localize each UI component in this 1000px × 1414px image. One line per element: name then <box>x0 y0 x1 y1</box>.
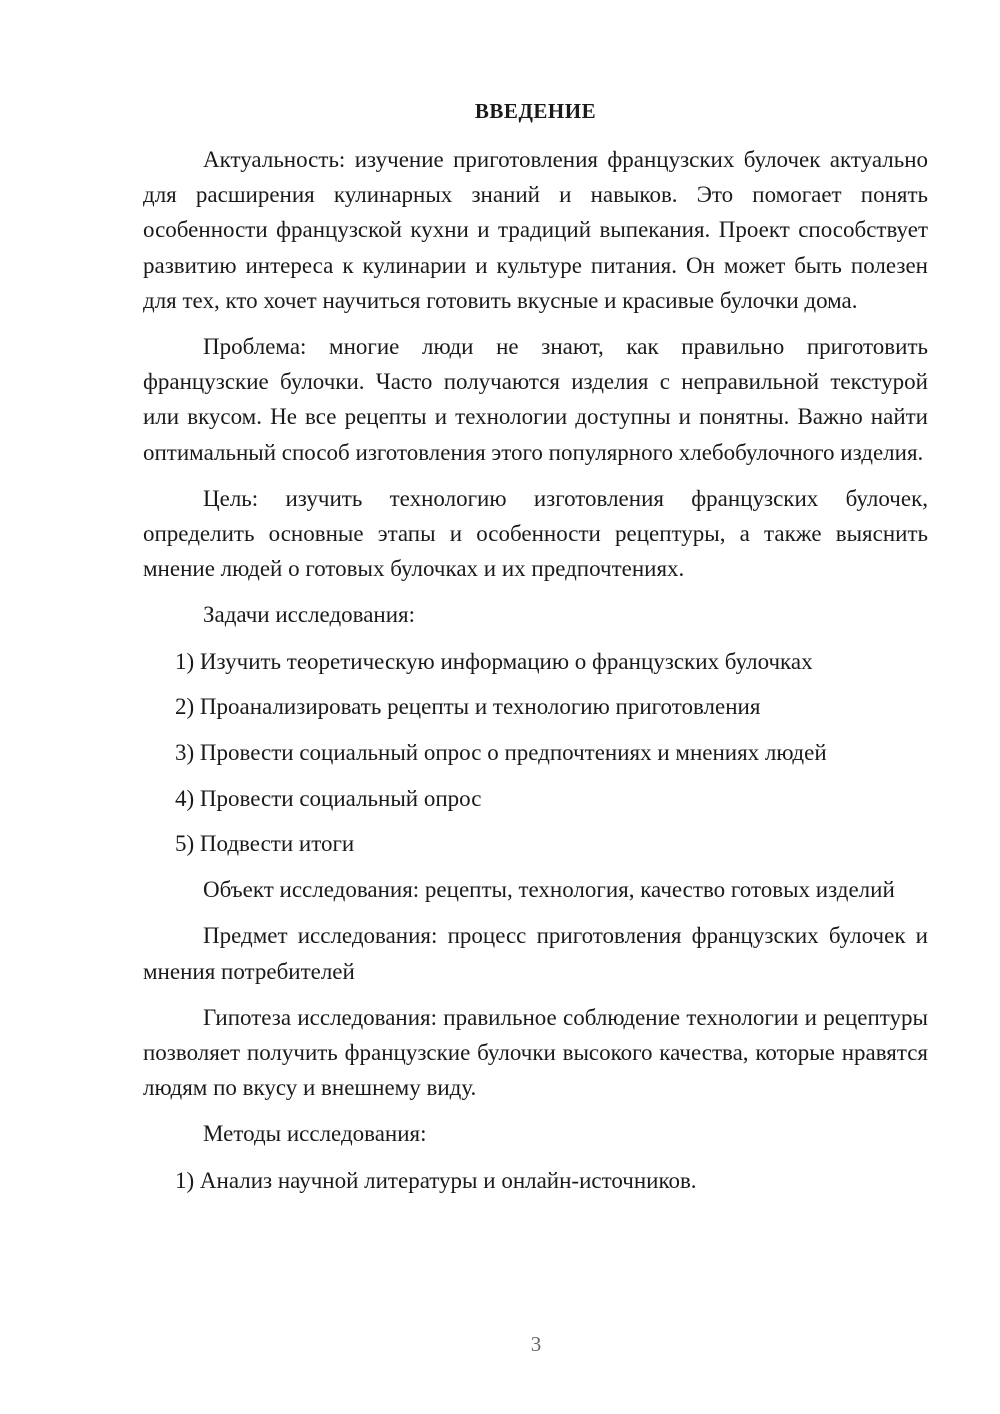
tasks-title: Задачи исследования: <box>203 602 416 628</box>
section-heading: ВВЕДЕНИЕ <box>474 99 597 123</box>
task-item: 3) Провести социальный опрос о предпочтениях и мнениях людей <box>175 740 827 766</box>
object-paragraph: Объект исследования: рецепты, технология, качество готовых изделий <box>203 877 895 903</box>
task-item: 4) Провести социальный опрос <box>175 785 482 811</box>
subject-paragraph: Предмет исследования: процесс приготовления французских булочек и мнения потребителей <box>143 923 928 984</box>
method-item: 1) Анализ научной литературы и онлайн-источников. <box>175 1167 697 1193</box>
goal-paragraph: Цель: изучить технологию изготовления французских булочек, определить основные этапы и особенности рецептуры, а также выяснить мнение людей о готовых булочках и их предпочтениях. <box>143 485 928 582</box>
body-text <box>143 142 928 1208</box>
task-item: 5) Подвести итоги <box>175 831 355 857</box>
page-number: 3 <box>530 1332 542 1356</box>
methods-title: Методы исследования: <box>203 1121 427 1147</box>
hypothesis-paragraph: Гипотеза исследования: правильное соблюдение технологии и рецептуры позволяет получить французские булочки высокого качества, которые нравятся людям по вкусу и внешнему виду. <box>143 1004 928 1101</box>
relevance-paragraph: Актуальность: изучение приготовления французских булочек актуально для расширения кулинарных знаний и навыков. Это помогает понять особенности французской кухни и традиций выпекания. Проект способствует развитию интереса к кулинарии и культуре питания. Он может быть полезен для тех, кто хочет научиться готовить вкусные и красивые булочки дома. <box>143 147 928 313</box>
problem-paragraph: Проблема: многие люди не знают, как правильно приготовить французские булочки. Часто получаются изделия с неправильной текстурой или вкусом. Не все рецепты и технологии доступны и понятны. Важно найти оптимальный способ изготовления этого популярного хлебобулочного изделия. <box>143 334 928 465</box>
tasks-list <box>143 644 928 862</box>
task-item: 2) Проанализировать рецепты и технологию приготовления <box>175 694 761 720</box>
methods-list <box>143 1163 928 1198</box>
task-item: 1) Изучить теоретическую информацию о французских булочках <box>175 648 813 674</box>
